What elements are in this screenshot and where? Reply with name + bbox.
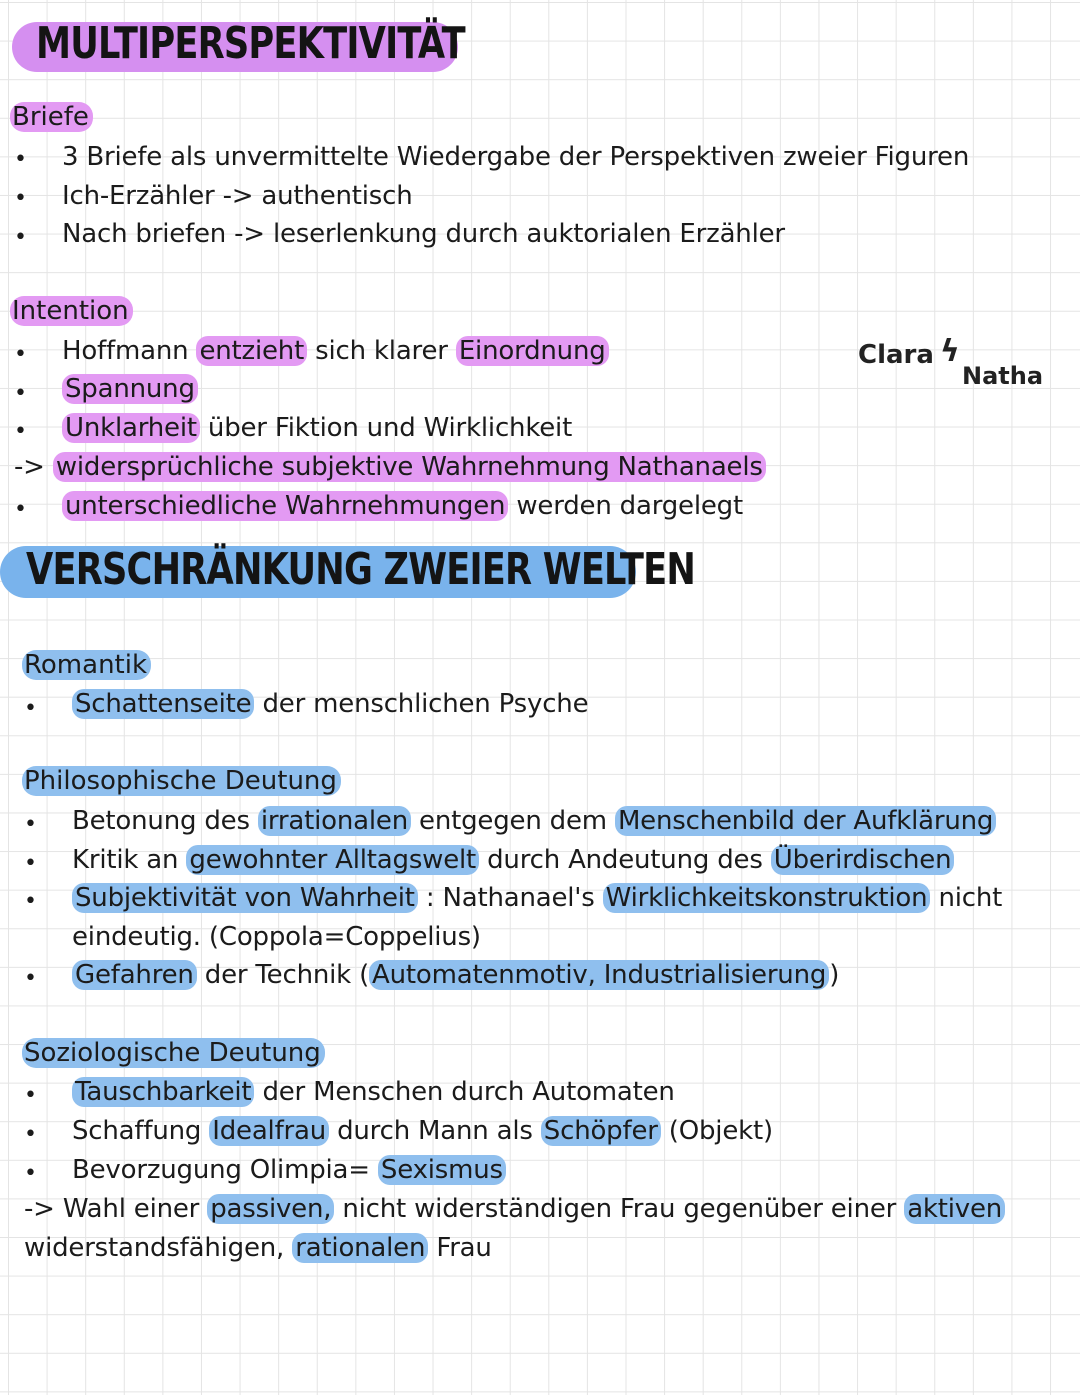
bullet-dot: •: [14, 419, 27, 444]
highlight-schattenseite: Schattenseite: [72, 689, 254, 719]
highlight-idealfrau: Idealfrau: [209, 1116, 329, 1146]
highlight-spannung: Spannung: [62, 374, 198, 404]
text-segment: sich klarer: [307, 336, 456, 366]
philo-heading-text: Philosophische Deutung: [22, 766, 341, 796]
bullet-dot: •: [14, 497, 27, 522]
text-segment: -> Wahl einer: [24, 1194, 208, 1224]
sozio-item-3: [72, 1155, 506, 1185]
text-segment: Kritik an: [72, 845, 187, 875]
subheading-philosophische-deutung: [22, 766, 341, 796]
philo-item-4: [72, 960, 839, 990]
text-segment: ): [829, 960, 840, 990]
highlight-einordnung: Einordnung: [456, 336, 609, 366]
highlight-sexismus: Sexismus: [378, 1155, 506, 1185]
philo-item-3-continued: eindeutig. (Coppola=Coppelius): [72, 922, 481, 952]
subheading-briefe: [10, 102, 93, 132]
briefe-heading-text: Briefe: [10, 102, 93, 132]
text-segment: Frau: [428, 1233, 492, 1263]
highlight-gefahren: Gefahren: [72, 960, 197, 990]
highlight-menschenbild: Menschenbild der Aufklärung: [615, 806, 996, 836]
bullet-dot: •: [24, 1122, 37, 1147]
bullet-dot: •: [14, 186, 27, 211]
text-segment: : Nathanael's: [417, 883, 603, 913]
bullet-dot: •: [24, 812, 37, 837]
philo-item-3: [72, 883, 1002, 913]
philo-item-2: [72, 845, 954, 875]
text-segment: [284, 1233, 292, 1263]
highlight-wahrnehmung-nathanaels: widersprüchliche subjektive Wahrnehmung Nathanaels: [53, 452, 766, 482]
intention-heading-text: Intention: [10, 296, 133, 326]
intention-item-2: [62, 374, 198, 404]
bullet-dot: •: [24, 1161, 37, 1186]
highlight-alltagswelt: gewohnter Alltagswelt: [186, 845, 479, 875]
text-segment: nicht widerständigen Frau gegenüber einer: [334, 1194, 905, 1224]
romantik-heading-text: Romantik: [22, 650, 151, 680]
subheading-intention: [10, 296, 133, 326]
text-segment: über Fiktion und Wirklichkeit: [199, 413, 573, 443]
bullet-dot: •: [24, 889, 37, 914]
bullet-dot: •: [14, 147, 27, 172]
text-segment: durch Andeutung des: [479, 845, 771, 875]
text-segment: Hoffmann: [62, 336, 197, 366]
text-segment: Schaffung: [72, 1116, 210, 1146]
highlight-automatenmotiv: Automatenmotiv, Industrialisierung: [369, 960, 829, 990]
bullet-dot: •: [24, 696, 37, 721]
text-segment: entgegen dem: [410, 806, 615, 836]
text-segment: durch Mann als: [329, 1116, 541, 1146]
sozio-arrow-line-2: [24, 1233, 492, 1263]
highlight-aktiven: aktiven: [904, 1194, 1005, 1224]
highlight-subjektivitaet: Subjektivität von Wahrheit: [72, 883, 418, 913]
highlight-schoepfer: Schöpfer: [541, 1116, 661, 1146]
bullet-dot: •: [24, 966, 37, 991]
bullet-dot: •: [14, 381, 27, 406]
highlight-passiven: passiven,: [207, 1194, 334, 1224]
lightning-icon: ϟ: [940, 334, 960, 369]
highlight-tauschbarkeit: Tauschbarkeit: [72, 1077, 254, 1107]
sozio-item-2: [72, 1116, 773, 1146]
text-segment: widerstandsfähigen,: [24, 1233, 285, 1263]
section-title-multiperspektivitaet: MULTIPERSPEKTIVITÄT: [36, 18, 465, 69]
briefe-item-2: Ich-Erzähler -> authentisch: [62, 181, 413, 211]
side-note-natha: Natha: [962, 362, 1044, 390]
philo-item-1: [72, 806, 996, 836]
side-note-clara: Clara: [858, 340, 934, 370]
text-segment: der menschlichen Psyche: [254, 689, 589, 719]
text-segment: der Menschen durch Automaten: [254, 1077, 675, 1107]
highlight-ueberirdischen: Überirdischen: [771, 845, 955, 875]
text-segment: Bevorzugung Olimpia=: [72, 1155, 378, 1185]
bullet-dot: •: [24, 1083, 37, 1108]
highlight-entzieht: entzieht: [196, 336, 307, 366]
text-segment: der Technik (: [196, 960, 370, 990]
romantik-item-1: [72, 689, 588, 719]
text-segment: Betonung des: [72, 806, 258, 836]
intention-item-1: [62, 336, 609, 366]
bullet-dot: •: [14, 342, 27, 367]
bullet-dot: •: [24, 851, 37, 876]
subheading-romantik: [22, 650, 151, 680]
arrow-text: ->: [14, 452, 53, 482]
text-segment: nicht: [930, 883, 1003, 913]
briefe-item-1: 3 Briefe als unvermittelte Wiedergabe der Perspektiven zweier Figuren: [62, 142, 970, 172]
highlight-unterschiedliche-wahrnehmungen: unterschiedliche Wahrnehmungen: [62, 491, 508, 521]
intention-item-4: [62, 491, 743, 521]
highlight-rationalen: rationalen: [292, 1233, 428, 1263]
sozio-item-1: [72, 1077, 675, 1107]
text-segment: (Objekt): [660, 1116, 773, 1146]
briefe-item-3: Nach briefen -> leserlenkung durch auktorialen Erzähler: [62, 219, 785, 249]
highlight-irrationalen: irrationalen: [258, 806, 411, 836]
highlight-wirklichkeitskonstruktion: Wirklichkeitskonstruktion: [603, 883, 931, 913]
sozio-arrow-line-1: [24, 1194, 1005, 1224]
bullet-dot: •: [14, 225, 27, 250]
section-title-verschraenkung: VERSCHRÄNKUNG ZWEIER WELTEN: [26, 544, 695, 595]
sozio-heading-text: Soziologische Deutung: [22, 1038, 325, 1068]
intention-arrow-line: [14, 452, 766, 482]
text-segment: werden dargelegt: [508, 491, 743, 521]
intention-item-3: [62, 413, 572, 443]
highlight-unklarheit: Unklarheit: [62, 413, 200, 443]
subheading-soziologische-deutung: [22, 1038, 325, 1068]
